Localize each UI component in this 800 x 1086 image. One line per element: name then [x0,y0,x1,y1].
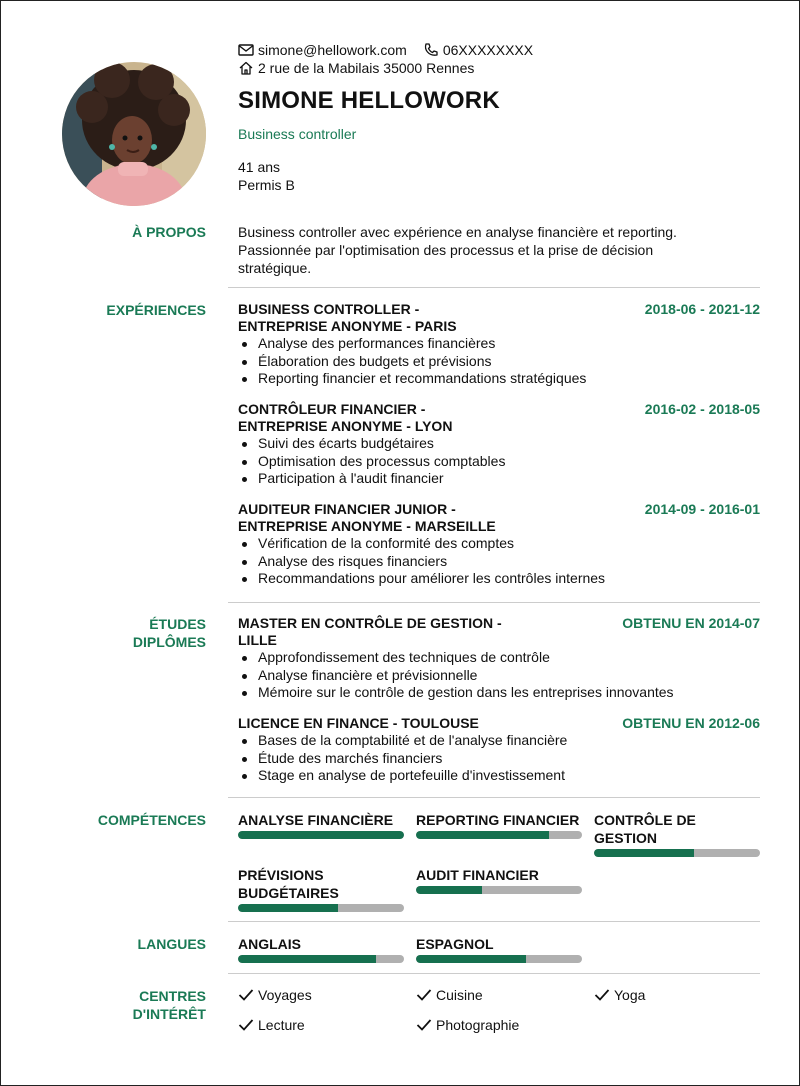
check-icon [416,1018,432,1032]
address-text: 2 rue de la Mabilais 35000 Rennes [258,60,475,76]
language-bar [238,955,404,963]
phone-contact[interactable] [423,42,533,58]
skill-name [594,811,760,847]
section-label-line: ÉTUDES [149,616,206,632]
bullet-item: Étude des marchés financiers [238,750,760,768]
experience-title-line: CONTRÔLEUR FINANCIER - [238,401,426,417]
email-text: simone@hellowork.com [258,42,407,58]
skill-bar-fill [238,831,404,839]
bullet-item: Stage en analyse de portefeuille d'investissement [238,767,760,785]
age: 41 ans [238,159,281,175]
section-label-line: DIPLÔMES [132,634,206,650]
skill-name: ANALYSE FINANCIÈRE [238,812,394,828]
bullet-item: Recommandations pour améliorer les contrôles internes [238,570,760,588]
experience-bullets [238,435,760,488]
bullet-item: Analyse des performances financières [238,335,760,353]
skill-bar-fill [238,904,338,912]
phone-text: 06XXXXXXXX [442,42,534,58]
experience-title-line: ENTREPRISE ANONYME - MARSEILLE [238,518,496,534]
contact-row-2 [238,60,490,76]
section-label-languages: LANGUES [137,936,206,952]
experience-entry [238,301,760,388]
experience-title-line: AUDITEUR FINANCIER JUNIOR - [238,501,456,517]
about-line: Business controller avec expérience en analyse financière et reporting. [238,224,677,240]
interest-label: Voyages [258,987,312,1003]
about-text [238,223,738,277]
skill-bar [594,849,760,857]
experience-bullets [238,335,760,388]
interest-item [238,1017,305,1033]
interest-item [416,987,483,1003]
experience-title [238,301,538,335]
check-icon [594,988,610,1002]
skill-bar-fill [416,886,482,894]
candidate-name: SIMONE HELLOWORK [238,87,500,114]
section-divider [228,797,760,798]
bullet-item: Analyse financière et prévisionnelle [238,667,760,685]
bullet-item: Vérification de la conformité des comptes [238,535,760,553]
skill-bar [238,904,404,912]
education-title-line: LILLE [238,632,277,648]
skill-name-line: CONTRÔLE DE [594,812,696,828]
skill-bar-fill [416,831,549,839]
about-line: Passionnée par l'optimisation des processus et la prise de décision [238,242,654,258]
profile-photo [62,62,206,206]
bullet-item: Suivi des écarts budgétaires [238,435,760,453]
interest-label: Yoga [614,987,646,1003]
experience-bullets [238,535,760,588]
language-bar-fill [238,955,376,963]
skill-item [594,811,760,857]
driving-license: Permis B [238,177,295,193]
section-label-skills: COMPÉTENCES [97,812,206,828]
experience-title-line: ENTREPRISE ANONYME - LYON [238,418,453,434]
mail-icon [238,43,254,57]
skill-item [416,811,582,839]
language-bar [416,955,582,963]
check-icon [238,988,254,1002]
bullet-item: Approfondissement des techniques de contrôle [238,649,760,667]
skill-item [238,866,404,912]
section-label-line: CENTRES [139,988,206,1004]
interest-item [594,987,645,1003]
experience-title [238,401,538,435]
skill-bar [416,831,582,839]
bullet-item: Mémoire sur le contrôle de gestion dans les entreprises innovantes [238,684,760,702]
education-title-line: MASTER EN CONTRÔLE DE GESTION - [238,615,502,631]
skill-item [416,866,582,894]
experience-entry [238,401,760,488]
section-divider [228,287,760,288]
skill-name-line: BUDGÉTAIRES [238,885,339,901]
contact-row-1 [238,42,549,58]
section-label-line: D'INTÉRÊT [132,1006,206,1022]
language-item [238,935,404,963]
language-bar-fill [416,955,526,963]
section-label-education [1,615,206,651]
interest-label: Photographie [436,1017,520,1033]
job-title: Business controller [238,126,357,142]
interest-label: Lecture [258,1017,305,1033]
section-divider [228,602,760,603]
section-label-about: À PROPOS [132,224,206,240]
address-contact [238,60,474,76]
education-entry [238,715,760,785]
email-contact[interactable] [238,42,407,58]
bullet-item: Reporting financier et recommandations stratégiques [238,370,760,388]
phone-icon [423,42,439,58]
bullet-item: Participation à l'audit financier [238,470,760,488]
experience-title [238,501,538,535]
bullet-item: Élaboration des budgets et prévisions [238,353,760,371]
education-title: LICENCE EN FINANCE - TOULOUSE [238,715,479,731]
education-bullets [238,649,760,702]
education-bullets [238,732,760,785]
experience-date: 2018-06 - 2021-12 [644,301,760,317]
skill-bar-fill [594,849,694,857]
about-line: stratégique. [238,260,312,276]
language-item [416,935,582,963]
section-label-interests [1,987,206,1023]
education-date: OBTENU EN 2014-07 [622,615,760,631]
interest-label: Cuisine [436,987,483,1003]
check-icon [416,988,432,1002]
language-name: ANGLAIS [238,936,301,952]
check-icon [238,1018,254,1032]
education-title [238,615,538,649]
skill-name: AUDIT FINANCIER [416,867,539,883]
section-divider [228,921,760,922]
home-icon [238,60,254,76]
section-label-experiences: EXPÉRIENCES [106,302,206,318]
section-divider [228,973,760,974]
language-name: ESPAGNOL [416,936,494,952]
education-entry [238,615,760,702]
skill-bar [416,886,582,894]
bullet-item: Optimisation des processus comptables [238,453,760,471]
skill-name: REPORTING FINANCIER [416,812,580,828]
bullet-item: Analyse des risques financiers [238,553,760,571]
experience-date: 2014-09 - 2016-01 [644,501,760,517]
bullet-item: Bases de la comptabilité et de l'analyse financière [238,732,760,750]
experience-date: 2016-02 - 2018-05 [644,401,760,417]
education-date: OBTENU EN 2012-06 [622,715,760,731]
skill-name [238,866,404,902]
experience-title-line: BUSINESS CONTROLLER - [238,301,420,317]
interest-item [416,1017,519,1033]
skill-name-line: PRÉVISIONS [238,867,324,883]
skill-bar [238,831,404,839]
interest-item [238,987,312,1003]
skill-name-line: GESTION [594,830,658,846]
experience-title-line: ENTREPRISE ANONYME - PARIS [238,318,457,334]
experience-entry [238,501,760,588]
skill-item [238,811,404,839]
